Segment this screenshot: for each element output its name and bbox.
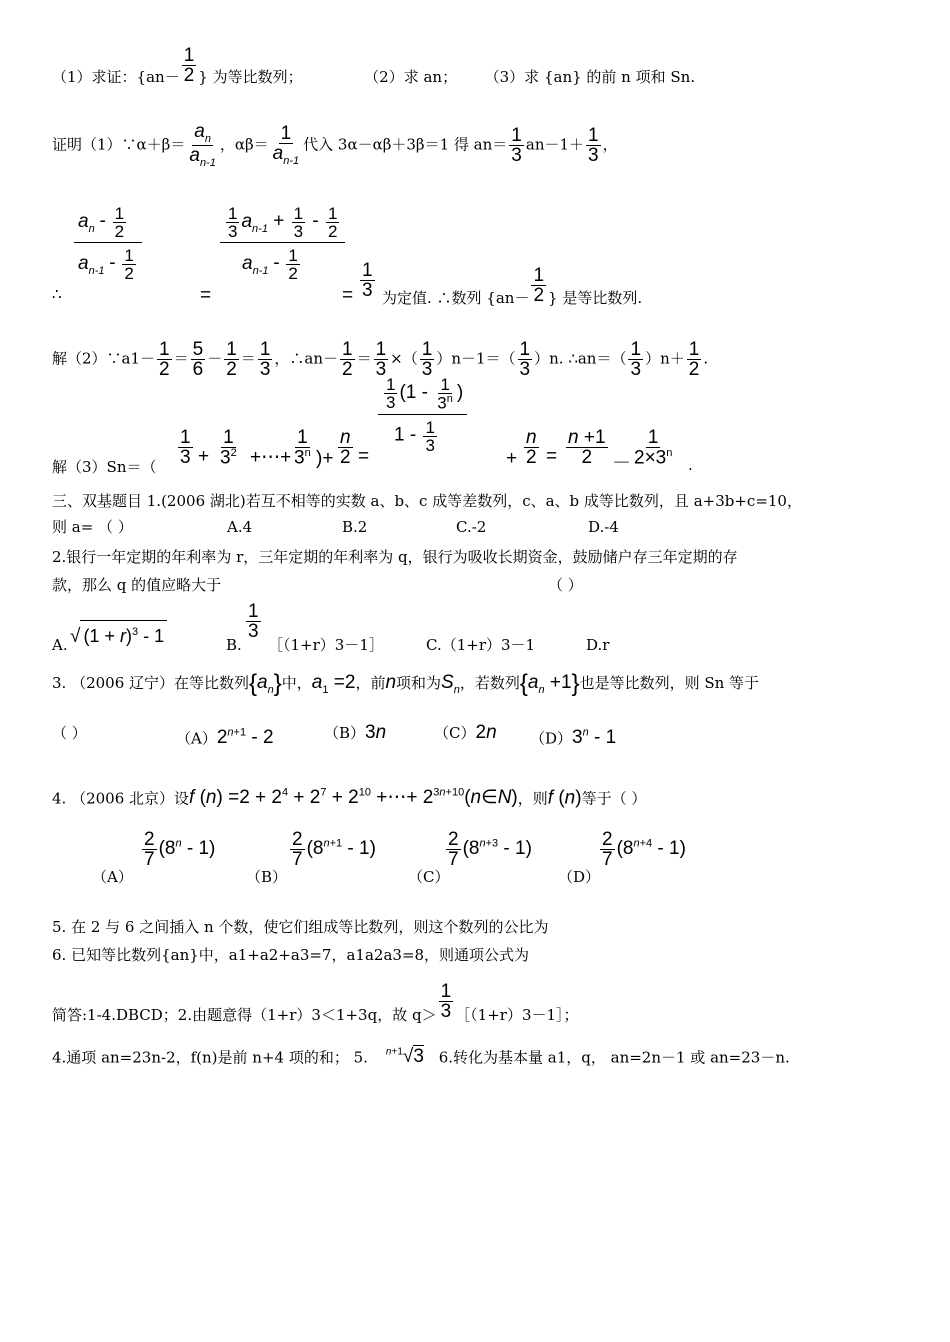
fraction: $\frac{1}{2}$: [533, 264, 545, 306]
proof-end: ，: [602, 135, 618, 154]
q1-line1: 三、双基题目 1.(2006 湖北)若互不相等的实数 a、b、c 成等差数列，c、a、b 成等比数列，且 a+3b+c=10，: [52, 492, 802, 510]
q4-option-a: （A）: [92, 868, 133, 886]
proof-mid2: 代入 3α－αβ＋3β＝1 得 an＝: [303, 135, 508, 154]
q4-line: 4. （2006 北京）设f $(n) =2 + 2^4 + 2^7 + 2^{10}$ +⋯+ $2^{3n+10}(n\in N)$，则f (n)等于（ ）: [52, 787, 647, 809]
therefore-symbol: ∴: [52, 285, 62, 303]
proof-mid1: ，αβ＝: [219, 135, 269, 154]
proof-mid3: an－1＋: [525, 135, 585, 154]
fraction: $\frac{a_n}{a_{n-1}}$: [189, 121, 216, 169]
solution-2-line: 解（2）∵a1－ $\frac{1}{2}$ ＝ $\frac{5}{6}$ － $\frac{1}{2}$ ＝ $\frac{1}{3}$ ，∴an－ $\frac{1}{2}$ ＝ $\frac{1}{3}$ ×（ $\frac{1}{3}$ ）n－1＝（ $\frac{1}{3}$ ）n. ∴an＝（ $\frac{1}{3}$ ）n＋ $\frac{1}{2}$ .: [52, 339, 709, 380]
compound-fraction: $\frac{1}{3}$ (1 - $\frac{1}{3^n}$ ) 1 - $\frac{1}{3}$: [378, 376, 467, 454]
problem-part1: （1）求证：{an－: [52, 68, 180, 86]
answer-line-1: 简答:1-4.DBCD；2.由题意得（1+r）3＜1+3q，故 q＞ $\frac{1}{3}$ ［（1+r）3－1］；: [52, 980, 579, 1024]
fraction: $\frac{1}{3}$: [511, 124, 522, 166]
q3-option-b: （B）3n: [324, 722, 387, 743]
q3-option-c: （C）2n: [434, 722, 497, 743]
q3-option-a: $(A)2^{n+1} - 2$: [176, 727, 274, 749]
q6-line: 6. 已知等比数列{an}中，a1+a2+a3=7，a1a2a3=8，则通项公式为: [52, 946, 530, 964]
q3-option-d: （D）3$^n$ - 1: [530, 727, 617, 749]
q1-option-c: C.-2: [456, 518, 487, 536]
problem-line: [52, 44, 696, 88]
answer-line-2: 4.通项 an=23n-2，f(n)是前 n+4 项的和； 5. $^{n+1}$√3 6.转化为基本量 a1，q， an=2n－1 或 an=23－n.: [52, 1046, 790, 1068]
q3-line: 3. （2006 辽宁）在等比数列$\{a_n\}$中，$a_1 =2$，前n项和为$S_n$，若数列$\{a_n +1\}$也是等比数列，则 Sn 等于: [52, 670, 760, 697]
problem-part3: （3）求 {an} 的前 n 项和 Sn.: [484, 68, 696, 86]
q2-option-d: D.r: [586, 636, 610, 654]
proof-label: 证明（1）∵α＋β＝: [52, 135, 186, 154]
compound-fraction: $\frac{1}{3}$ $a_{n-1}$ + $\frac{1}{3}$ - $\frac{1}{2}$ $a_{n-1}$ - $\frac{1}{2}$: [220, 205, 345, 282]
problem-part1b: } 为等比数列；: [198, 68, 303, 86]
q4-option-b: （B）: [246, 868, 288, 886]
fraction: $\frac{1}{3}$: [588, 124, 599, 166]
problem-part2: （2）求 an；: [364, 68, 458, 86]
q1-option-a: A.4: [227, 518, 253, 536]
fraction: $\frac{1}{a_{n-1}}$: [272, 122, 300, 167]
q2-option-a: A.: [52, 636, 68, 654]
q5-line: 5. 在 2 与 6 之间插入 n 个数，使它们组成等比数列，则这个数列的公比为: [52, 918, 549, 936]
q4-option-c: （C）: [408, 868, 450, 886]
fraction: $\frac{1}{2}$: [183, 44, 195, 86]
q2-line1: 2.银行一年定期的年利率为 r，三年定期的年利率为 q，银行为吸收长期资金，鼓励储户存三年定期的存: [52, 548, 738, 566]
q1-option-d: D.-4: [588, 518, 619, 536]
proof-line: [52, 122, 618, 169]
q2-option-c: C.（1+r）3－1: [426, 636, 536, 654]
q2-line2: 款，那么 q 的值应略大于 （ ）: [52, 576, 583, 594]
q2-option-b: B.: [226, 636, 242, 654]
q3-options: （ ） $(A)2^{n+1} - 2$ （B）3n （C）2n （D）3$^n$ - 1: [52, 722, 617, 749]
compound-fraction: $a_n$ - $\frac{1}{2}$ $a_{n-1}$ - $\frac{1}{2}$: [74, 205, 142, 282]
proof-conclusion: 为定值. ∴数列 {an－ $\frac{1}{2}$ } 是等比数列.: [382, 264, 643, 307]
solution-3-line: 解（3）Sn＝（ $\frac{1}{3}$ + $\frac{1}{3^2}$ +⋯+ $\frac{1}{3^n}$ )+ $\frac{n}{2}$ = $\frac{1}{3}$ (1 - $\frac{1}{3^n}$ ) 1 - $\frac{1}{3}$ + $\frac{n}{2}$ = $\frac{n +1}{2}$ － $\frac{1}{2\times 3^n}$ .: [52, 375, 693, 476]
fraction: $\frac{1}{3}$: [362, 260, 373, 301]
q1-option-b: B.2: [342, 518, 368, 536]
q1-line2: 则 a= （ ） A.4 B.2 C.-2 D.-4: [52, 518, 619, 536]
q4-option-d: （D）: [558, 868, 601, 886]
